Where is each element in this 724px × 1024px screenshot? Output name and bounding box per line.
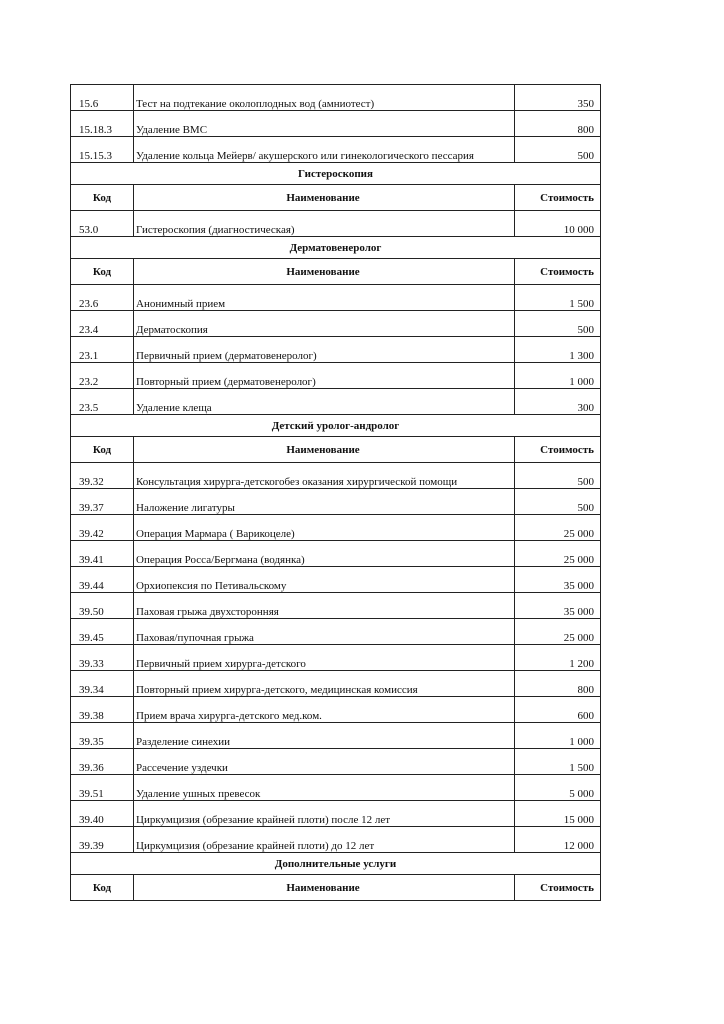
service-name: Удаление кольца Мейерв/ акушерского или гинекологического пессария	[134, 137, 515, 163]
header-price: Стоимость	[515, 875, 601, 901]
service-name: Повторный прием (дерматовенеролог)	[134, 363, 515, 389]
header-name: Наименование	[134, 259, 515, 285]
table-header-row	[71, 259, 601, 285]
service-code: 39.38	[71, 697, 134, 723]
header-code: Код	[71, 259, 134, 285]
service-price: 500	[515, 463, 601, 489]
table-row	[71, 137, 601, 163]
section-title-row	[71, 237, 601, 259]
table-header-row	[71, 875, 601, 901]
service-code: 39.34	[71, 671, 134, 697]
table-row	[71, 363, 601, 389]
service-code: 15.6	[71, 85, 134, 111]
service-price: 35 000	[515, 567, 601, 593]
service-name: Тест на подтекание околоплодных вод (амниотест)	[134, 85, 515, 111]
service-name: Циркумцизия (обрезание крайней плоти) до 12 лет	[134, 827, 515, 853]
service-name: Удаление клеща	[134, 389, 515, 415]
service-code: 53.0	[71, 211, 134, 237]
service-name: Повторный прием хирурга-детского, медицинская комиссия	[134, 671, 515, 697]
service-code: 39.39	[71, 827, 134, 853]
service-price: 1 000	[515, 723, 601, 749]
service-price: 25 000	[515, 541, 601, 567]
table-row	[71, 775, 601, 801]
service-name: Операция Мармара ( Варикоцеле)	[134, 515, 515, 541]
service-name: Первичный прием (дерматовенеролог)	[134, 337, 515, 363]
service-price: 25 000	[515, 619, 601, 645]
table-row	[71, 389, 601, 415]
service-price: 25 000	[515, 515, 601, 541]
service-code: 23.6	[71, 285, 134, 311]
service-code: 15.15.3	[71, 137, 134, 163]
table-row	[71, 311, 601, 337]
table-row	[71, 111, 601, 137]
table-row	[71, 645, 601, 671]
service-code: 39.44	[71, 567, 134, 593]
header-name: Наименование	[134, 437, 515, 463]
header-code: Код	[71, 185, 134, 211]
service-code: 39.45	[71, 619, 134, 645]
table-header-row	[71, 185, 601, 211]
service-price: 1 200	[515, 645, 601, 671]
header-code: Код	[71, 437, 134, 463]
service-name: Операция Росса/Бергмана (водянка)	[134, 541, 515, 567]
table-row	[71, 515, 601, 541]
service-code: 39.40	[71, 801, 134, 827]
service-code: 39.42	[71, 515, 134, 541]
service-code: 39.41	[71, 541, 134, 567]
section-title: Детский уролог-андролог	[71, 415, 601, 437]
section-title: Дополнительные услуги	[71, 853, 601, 875]
table-row	[71, 671, 601, 697]
service-code: 15.18.3	[71, 111, 134, 137]
table-row	[71, 489, 601, 515]
service-price: 500	[515, 489, 601, 515]
price-table	[70, 84, 601, 901]
service-price: 1 000	[515, 363, 601, 389]
table-row	[71, 619, 601, 645]
service-name: Паховая грыжа двухсторонняя	[134, 593, 515, 619]
table-row	[71, 85, 601, 111]
service-price: 1 500	[515, 749, 601, 775]
service-code: 23.5	[71, 389, 134, 415]
header-name: Наименование	[134, 875, 515, 901]
service-price: 5 000	[515, 775, 601, 801]
service-price: 600	[515, 697, 601, 723]
service-price: 35 000	[515, 593, 601, 619]
service-price: 10 000	[515, 211, 601, 237]
table-row	[71, 749, 601, 775]
section-title-row	[71, 415, 601, 437]
section-title: Гистероскопия	[71, 163, 601, 185]
service-code: 39.37	[71, 489, 134, 515]
service-name: Удаление ВМС	[134, 111, 515, 137]
service-name: Удаление ушных превесок	[134, 775, 515, 801]
section-title: Дерматовенеролог	[71, 237, 601, 259]
service-code: 39.35	[71, 723, 134, 749]
header-code: Код	[71, 875, 134, 901]
section-title-row	[71, 853, 601, 875]
service-price: 800	[515, 671, 601, 697]
header-name: Наименование	[134, 185, 515, 211]
service-name: Разделение синехии	[134, 723, 515, 749]
service-code: 23.4	[71, 311, 134, 337]
table-row	[71, 567, 601, 593]
service-name: Паховая/пупочная грыжа	[134, 619, 515, 645]
service-price: 15 000	[515, 801, 601, 827]
service-name: Орхиопексия по Петивальскому	[134, 567, 515, 593]
table-row	[71, 827, 601, 853]
service-name: Анонимный прием	[134, 285, 515, 311]
service-name: Прием врача хирурга-детского мед.ком.	[134, 697, 515, 723]
table-row	[71, 723, 601, 749]
table-row	[71, 337, 601, 363]
service-name: Гистероскопия (диагностическая)	[134, 211, 515, 237]
service-price: 500	[515, 137, 601, 163]
header-price: Стоимость	[515, 185, 601, 211]
service-code: 39.32	[71, 463, 134, 489]
service-name: Наложение лигатуры	[134, 489, 515, 515]
service-code: 39.51	[71, 775, 134, 801]
service-price: 350	[515, 85, 601, 111]
header-price: Стоимость	[515, 259, 601, 285]
service-price: 500	[515, 311, 601, 337]
service-price: 300	[515, 389, 601, 415]
service-price: 1 500	[515, 285, 601, 311]
table-row	[71, 285, 601, 311]
service-code: 23.1	[71, 337, 134, 363]
service-name: Дерматоскопия	[134, 311, 515, 337]
service-price: 12 000	[515, 827, 601, 853]
service-code: 39.50	[71, 593, 134, 619]
table-row	[71, 463, 601, 489]
table-row	[71, 211, 601, 237]
table-row	[71, 697, 601, 723]
service-price: 800	[515, 111, 601, 137]
table-row	[71, 801, 601, 827]
table-row	[71, 541, 601, 567]
service-code: 39.33	[71, 645, 134, 671]
header-price: Стоимость	[515, 437, 601, 463]
section-title-row	[71, 163, 601, 185]
service-code: 23.2	[71, 363, 134, 389]
table-header-row	[71, 437, 601, 463]
service-name: Первичный прием хирурга-детского	[134, 645, 515, 671]
service-code: 39.36	[71, 749, 134, 775]
service-name: Рассечение уздечки	[134, 749, 515, 775]
service-name: Циркумцизия (обрезание крайней плоти) после 12 лет	[134, 801, 515, 827]
service-price: 1 300	[515, 337, 601, 363]
service-name: Консультация хирурга-детскогобез оказания хирургической помощи	[134, 463, 515, 489]
table-row	[71, 593, 601, 619]
